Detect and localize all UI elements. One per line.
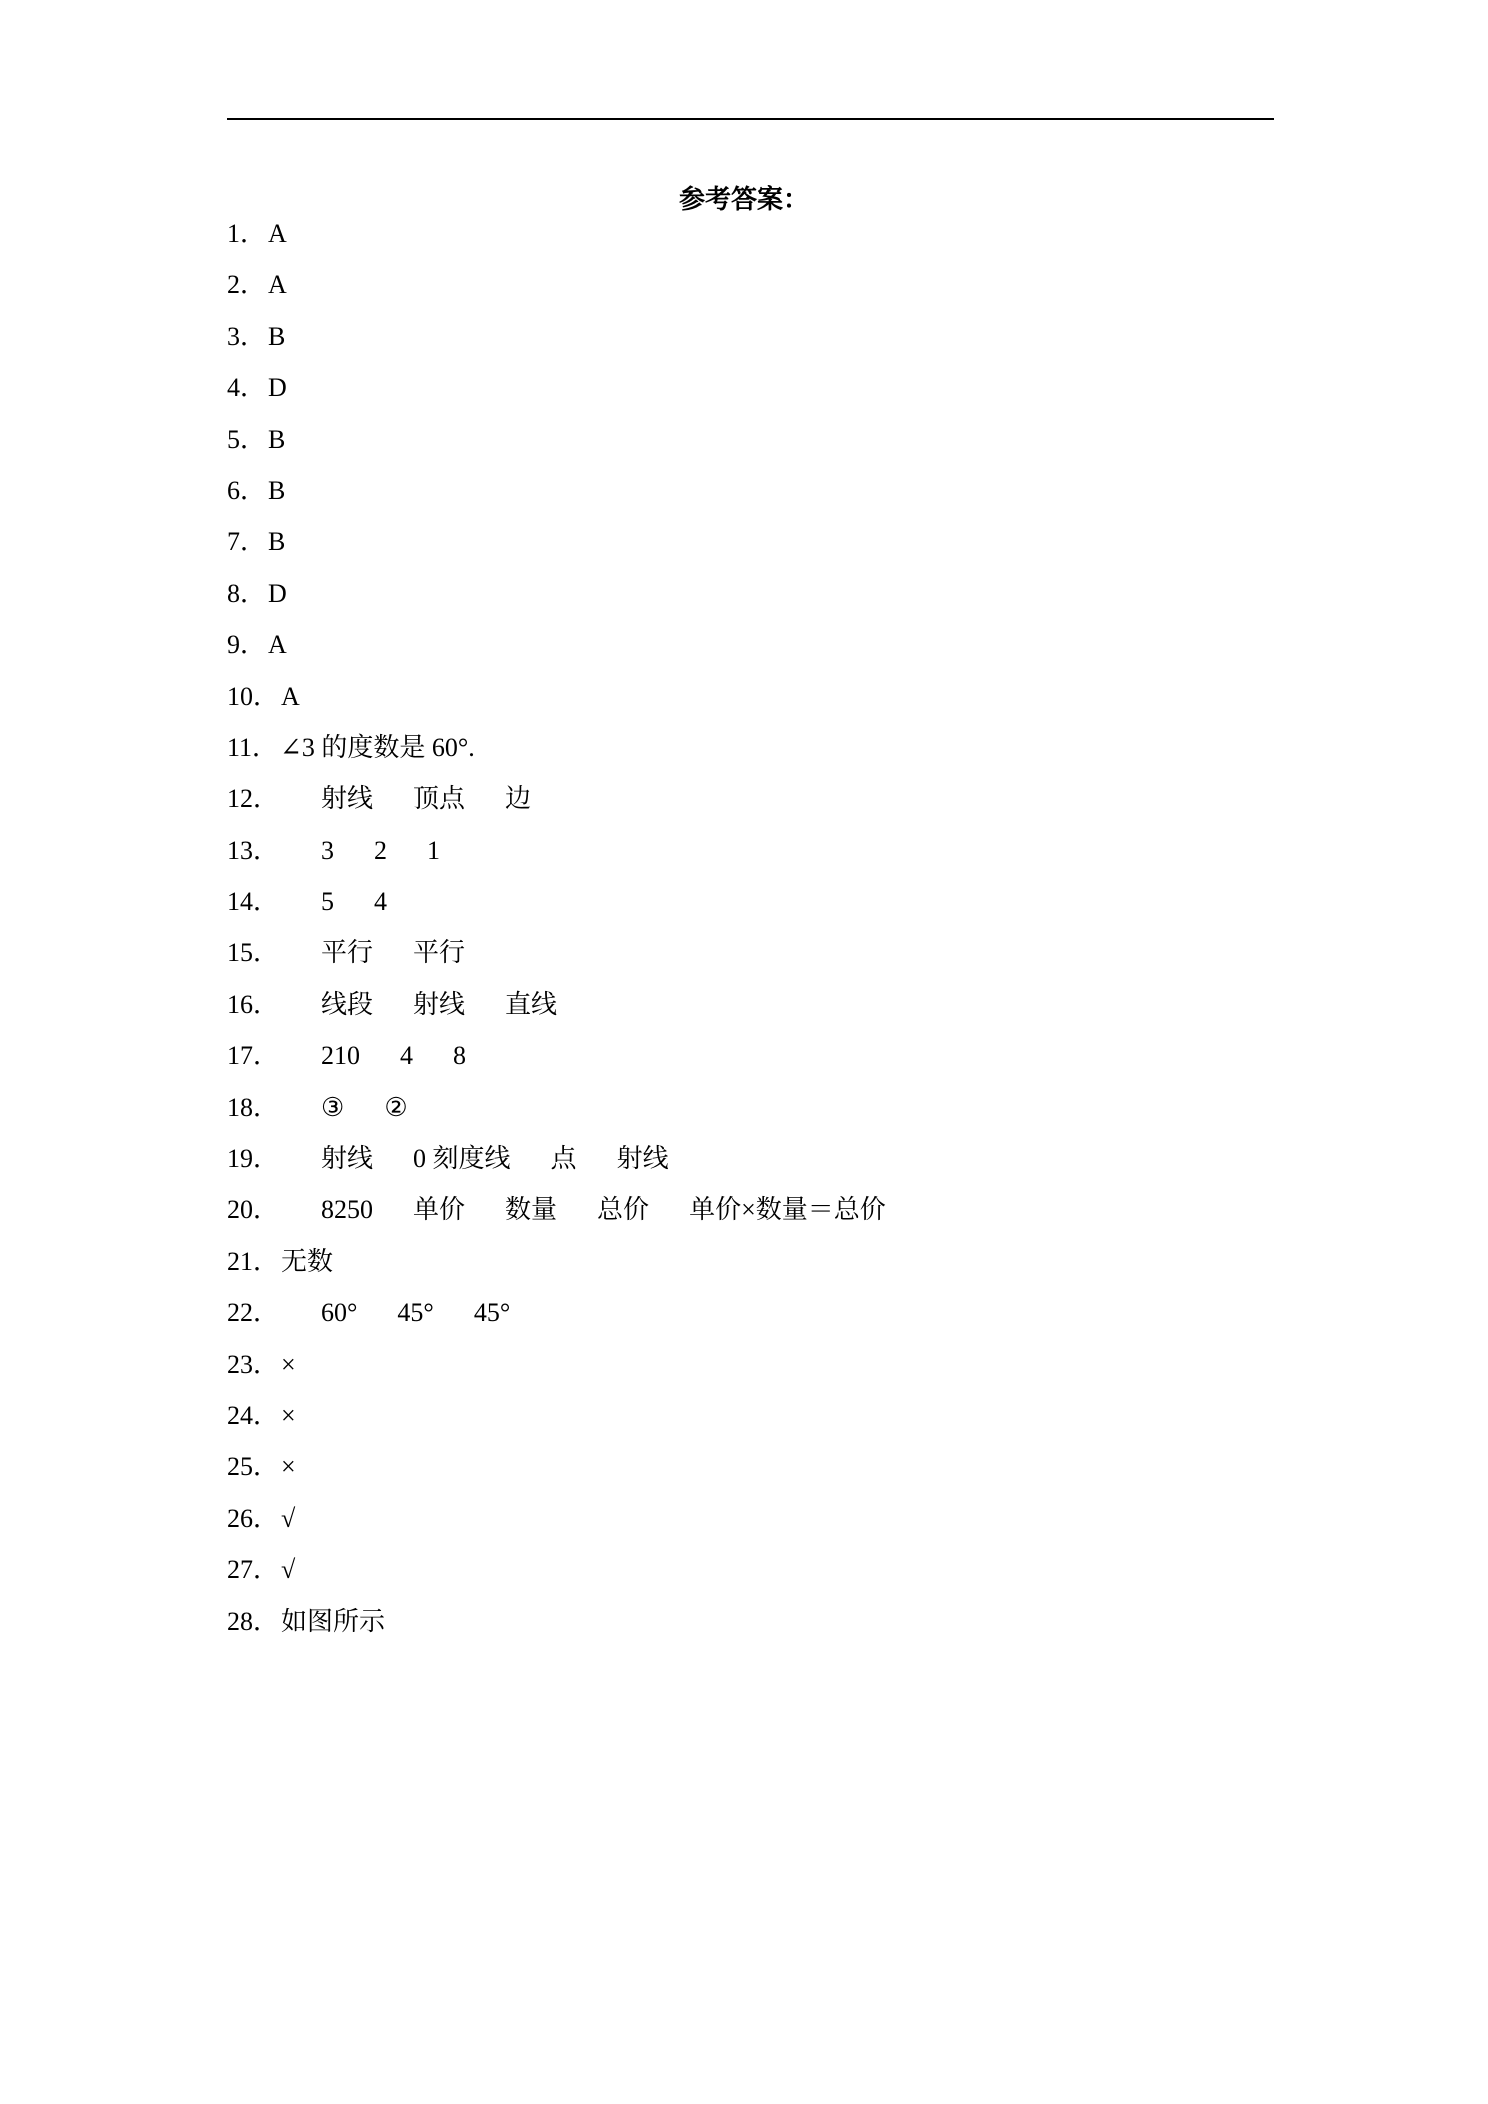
answer-number: 18． <box>227 1092 280 1122</box>
answer-item <box>227 1493 1327 1544</box>
answer-blank: 45° <box>473 1298 511 1328</box>
answer-number: 7． <box>227 527 267 557</box>
answer-number: 9． <box>227 630 267 660</box>
answer-blank: 单价×数量＝总价 <box>689 1195 886 1225</box>
answer-text: √ <box>281 1555 296 1585</box>
answer-blank: 8 <box>453 1041 467 1071</box>
answer-blank: 60° <box>321 1298 358 1328</box>
answer-blank: 线段 <box>321 989 374 1019</box>
answer-blank: 单价 <box>413 1195 466 1225</box>
answer-blanks <box>321 876 387 927</box>
answer-number: 17． <box>227 1041 280 1071</box>
answer-item <box>227 1082 1327 1133</box>
answer-number: 6． <box>227 475 267 505</box>
header-rule <box>227 118 1274 120</box>
answer-number: 20． <box>227 1195 280 1225</box>
answer-blank: 平行 <box>321 938 374 968</box>
answer-item <box>227 311 1327 362</box>
answer-text: √ <box>281 1503 296 1533</box>
answer-number: 24． <box>227 1400 280 1430</box>
answer-item <box>227 1030 1327 1081</box>
answer-blank: 边 <box>505 784 532 814</box>
answer-blank: 射线 <box>413 989 466 1019</box>
answer-number: 16． <box>227 989 280 1019</box>
answer-item <box>227 1441 1327 1492</box>
answer-blanks <box>321 773 531 824</box>
answer-text: ∠3 的度数是 60°. <box>280 732 475 762</box>
answer-blank: 射线 <box>321 784 374 814</box>
answer-number: 5． <box>227 424 267 454</box>
answer-blanks <box>321 1133 669 1184</box>
answer-blanks <box>321 825 440 876</box>
answer-blank: ② <box>384 1092 408 1122</box>
answer-text: B <box>268 424 286 454</box>
answer-item <box>227 927 1327 978</box>
answer-blank: 3 <box>321 835 335 865</box>
answer-blank: 平行 <box>413 938 466 968</box>
answer-item <box>227 516 1327 567</box>
answer-text: A <box>268 630 287 660</box>
answer-number: 27． <box>227 1555 280 1585</box>
answer-text: × <box>281 1349 296 1379</box>
answer-list <box>227 208 1327 1647</box>
answer-item <box>227 1133 1327 1184</box>
answer-blank: 0 刻度线 <box>413 1144 511 1174</box>
answer-number: 10． <box>227 681 280 711</box>
answer-item <box>227 208 1327 259</box>
answer-item <box>227 414 1327 465</box>
answer-item <box>227 825 1327 876</box>
answer-blank: 8250 <box>321 1195 374 1225</box>
answer-number: 11． <box>227 732 279 762</box>
answer-number: 15． <box>227 938 280 968</box>
answer-item <box>227 1236 1327 1287</box>
answer-item <box>227 1287 1327 1338</box>
answer-number: 2． <box>227 270 267 300</box>
answer-blank: 4 <box>400 1041 414 1071</box>
answer-blank: 210 <box>321 1041 361 1071</box>
answer-blanks <box>321 1030 466 1081</box>
answer-blank: 数量 <box>505 1195 558 1225</box>
answer-blanks <box>321 1184 886 1235</box>
answer-number: 4． <box>227 373 267 403</box>
page-title: 参考答案： <box>678 185 809 214</box>
answer-item <box>227 1544 1327 1595</box>
answer-text: B <box>268 321 286 351</box>
answer-item <box>227 362 1327 413</box>
answer-blank: 总价 <box>597 1195 650 1225</box>
answer-item <box>227 979 1327 1030</box>
answer-number: 23． <box>227 1349 280 1379</box>
answer-number: 22． <box>227 1298 280 1328</box>
answer-blank: 顶点 <box>413 784 466 814</box>
answer-item <box>227 619 1327 670</box>
answer-blanks <box>321 1082 408 1133</box>
answer-blanks <box>321 927 465 978</box>
answer-blank: 45° <box>397 1298 434 1328</box>
answer-number: 26． <box>227 1503 280 1533</box>
answer-item <box>227 1390 1327 1441</box>
answer-text: A <box>268 219 287 248</box>
answer-text: × <box>281 1400 296 1430</box>
answer-number: 19． <box>227 1144 280 1174</box>
answer-item <box>227 1339 1327 1390</box>
answer-blank: 直线 <box>505 989 558 1019</box>
answer-blank: 射线 <box>616 1144 669 1174</box>
answer-item <box>227 876 1327 927</box>
answer-text: 如图所示 <box>281 1606 386 1636</box>
answer-text: × <box>281 1452 296 1482</box>
answer-number: 1． <box>227 219 267 248</box>
answer-text: B <box>268 475 286 505</box>
answer-item <box>227 259 1327 310</box>
answer-number: 12． <box>227 784 280 814</box>
answer-blank: 射线 <box>321 1144 374 1174</box>
answer-item <box>227 1596 1327 1647</box>
answer-item <box>227 568 1327 619</box>
answer-number: 3． <box>227 321 267 351</box>
answer-number: 21． <box>227 1246 280 1276</box>
answer-item <box>227 1184 1327 1235</box>
answer-item <box>227 722 1327 773</box>
answer-blank: 1 <box>427 835 441 865</box>
answer-blank: 5 <box>321 887 335 917</box>
answer-blanks <box>321 979 557 1030</box>
answer-blank: 2 <box>374 835 388 865</box>
answer-text: 无数 <box>281 1246 334 1276</box>
answer-item <box>227 465 1327 516</box>
answer-text: D <box>268 373 287 403</box>
answer-blank: 点 <box>550 1144 577 1174</box>
answer-text: B <box>268 527 286 557</box>
answer-blanks <box>321 1287 510 1338</box>
answer-text: A <box>268 270 287 300</box>
answer-number: 28． <box>227 1606 280 1636</box>
answer-number: 25． <box>227 1452 280 1482</box>
answer-text: A <box>281 681 300 711</box>
answer-text: D <box>268 578 287 608</box>
answer-item <box>227 671 1327 722</box>
answer-item <box>227 773 1327 824</box>
answer-blank: 4 <box>374 887 388 917</box>
answer-blank: ③ <box>321 1092 345 1122</box>
answer-number: 13． <box>227 835 280 865</box>
answer-number: 8． <box>227 578 267 608</box>
answer-number: 14． <box>227 887 280 917</box>
